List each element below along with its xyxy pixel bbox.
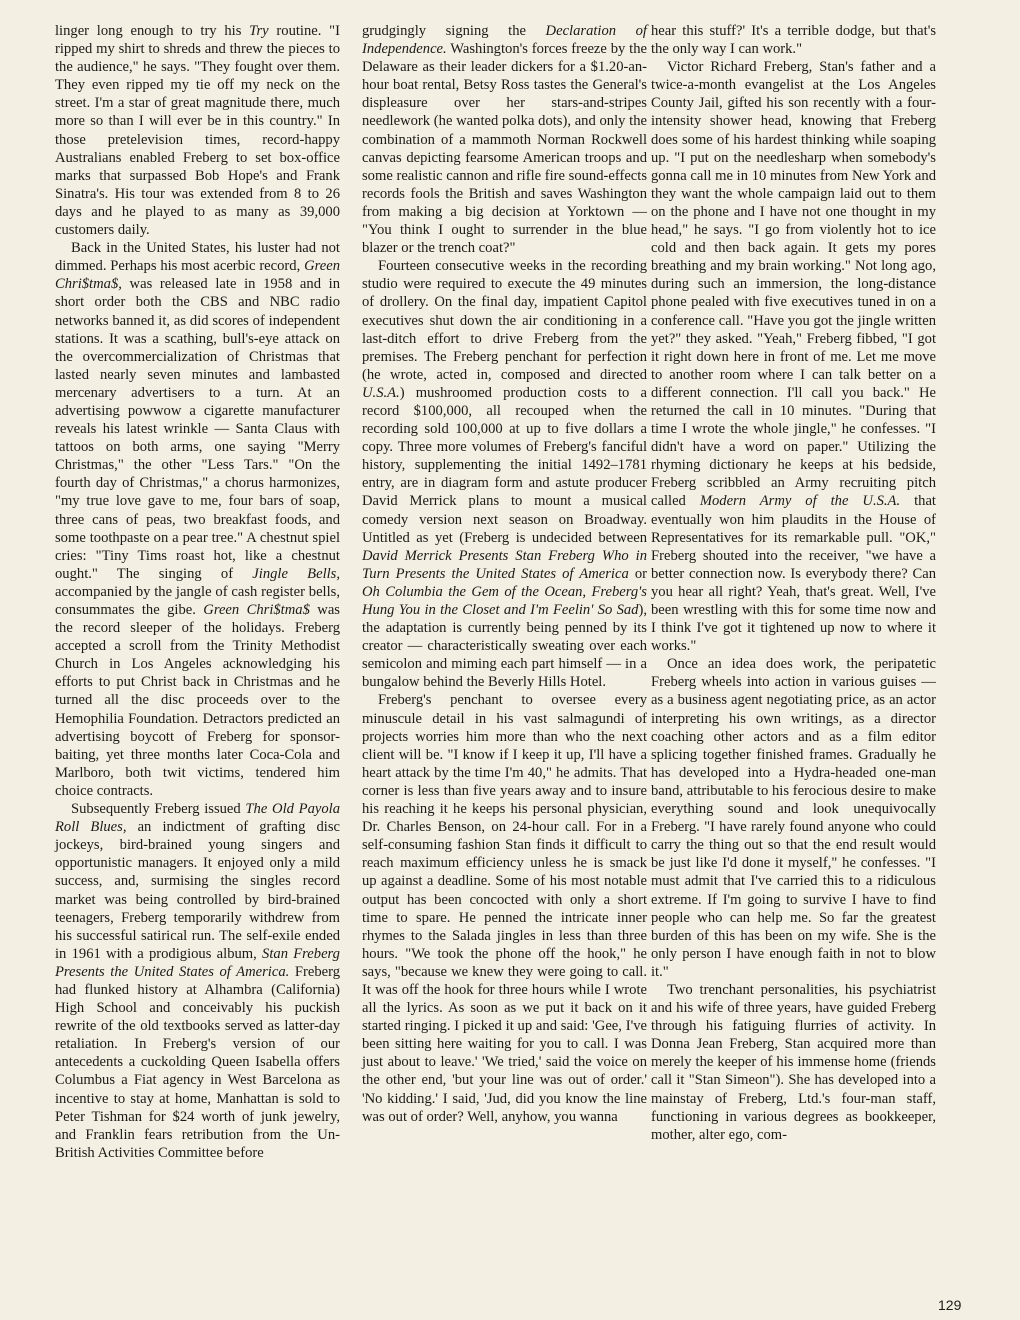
body-text: ) mushroomed production costs to a record $100,000, all recouped when the recording sold 100,000 at up to five dollars a copy. Three more volumes of Freberg's fanciful history, supplementing the initial 1492–1781 entry, are in diagram form and astute producer David Merrick plans to mount a musical comedy version next season on Broadway. Untitled as yet (Freberg is undecided between <box>362 384 647 546</box>
body-text: Subsequently Freberg issued <box>71 801 246 818</box>
body-text: hear this stuff?' It's a terrible dodge, but that's the only way I can work." <box>651 23 936 58</box>
body-text: ), the adaptation is currently being penned by its creator — characteristically sweating over each semicolon and miming each part himself — in a bungalow behind the Beverly Hills Hotel. <box>362 602 647 691</box>
body-text: routine. "I ripped my shirt to shreds and threw the pieces to the audience," he says. "They fought over them. They even ripped my tie off my neck on the street. I'm a star of great magnitude there, much more so than I will ever be in this country." In those pretelevision times, record-happy Australians enabled Freberg to set box-office marks that surpassed Bob Hope's and Frank Sinatra's. His tour was extended from 8 to 26 days and he played to as many as 39,000 customers daily. <box>55 23 340 239</box>
body-text: was the record sleeper of the holidays. Freberg accepted a scroll from the Trinity Methodist Church in Los Angeles acknowledging his efforts to put Christ back in Christmas and he turned all the disc proceeds over to the Hemophilia Foundation. Detractors predicted an advertising boycott of Freberg for sponsor-baiting, yet three months later Coca-Cola and Marlboro, both twit victims, tendered him choice contracts. <box>55 602 340 799</box>
paragraph <box>651 22 936 58</box>
text-column-2 <box>362 22 647 1126</box>
body-text: linger long enough to try his <box>55 23 250 39</box>
italic-title-text: Modern Army of the U.S.A. <box>699 493 901 510</box>
paragraph <box>651 981 936 1144</box>
paragraph <box>362 257 647 691</box>
body-text: grudgingly signing the <box>362 23 546 39</box>
body-text: Fourteen consecutive weeks in the recording studio were required to execute the 49 minutes of drollery. On the final day, impatient Capitol executives shut down the air conditioning in a last-ditch effort to drive Freberg from the premises. The Freberg penchant for perfection (he wrote, acted in, composed and directed <box>362 258 647 383</box>
italic-title-text: U.S.A. <box>362 384 400 401</box>
italic-title-text: Declaration of Independence. <box>362 23 647 58</box>
body-text: that eventually won him plaudits in the House of Representatives for its remarkable pull. "OK," Freberg shouted into the receiver, "we have a better connection now. Is everybody there? Can you hear all right? Yeah, that's great. Well, I've been wrestling with this for some time now and I think I've got it tightened up now to where it works." <box>651 493 936 655</box>
text-column-3 <box>651 22 936 1144</box>
italic-title-text: Stan Freberg Presents the United States of America. <box>55 945 340 980</box>
body-text: Once an idea does work, the peripatetic Freberg wheels into action in various guises — as a business agent negotiating price, as an actor interpreting his own writings, as a director coaching other actors and as a film editor splicing together finished frames. Gradually he has developed into a Hydra-headed one-man band, attributable to his ferocious desire to make everything sound and look unequivocally Freberg. "I have rarely found anyone who could carry the thing out so that the end result would be just like I'd done it myself," he confesses. "I must admit that I've carried this to a ridiculous extreme. If I'm going to survive I have to find people who can help me. So far the greatest burden of this has been on my wife. She is the only person I have enough faith in not to blow it." <box>651 656 936 980</box>
italic-title-text: The Old Payola Roll Blues, <box>55 801 340 836</box>
body-text: or <box>628 565 647 582</box>
body-text: Washington's forces freeze by the Delaware as their leader dickers for a $1.20-an-hour boat rental, Betsy Ross tastes the General's displeasure over her stars-and-stripes needlework (he wanted polka dots), and only the combination of a mammoth Norman Rockwell canvas depicting fearsome American troops and some realistic cannon and rifle fire sound-effects records fools the British and saves Washington from making a big decision at Yorktown — "You think I ought to surrender in the blue blazer or the trench coat?" <box>362 41 648 257</box>
italic-title-text: Jingle Bells, <box>252 565 341 582</box>
italic-title-text: Oh Columbia the Gem of the Ocean, Freberg's Hung You in the Closet and I'm Feelin' So Sad <box>362 583 647 618</box>
italic-title-text: David Merrick Presents Stan Freberg Who in Turn Presents the United States of America <box>362 547 647 582</box>
paragraph <box>55 800 340 1162</box>
paragraph <box>55 239 340 800</box>
body-text: Freberg had flunked history at Alhambra (California) High School and conceivably his puckish rewrite of the old textbooks served as latter-day retaliation. In Freberg's version of our antecedents a cuckolding Queen Isabella offers Columbus a Fiat agency in West Barcelona as incentive to stay at home, Manhattan is sold to Peter Tishman for $24 worth of junk jewelry, and Franklin fears retribution from the Un-British Activities Committee before <box>55 963 340 1161</box>
text-column-1 <box>55 22 340 1162</box>
body-text: Freberg's penchant to oversee every minuscule detail in his vast salmagundi of projects worries him more than who the next client will be. "I know if I keep it up, I'll have a heart attack by the time I'm 40," he admits. That corner is less than five years away and to insure his reaching it he keeps his personal physician, Dr. Charles Benson, on 24-hour call. For in a self-consuming fashion Stan finds it difficult to reach maximum efficiency unless he is smack up against a deadline. Some of his most notable output has been concocted with only a short time to spare. He penned the intricate inner rhymes to the Salada jingles in less than three hours. "We took the phone off the hook," he says, "because we knew they were going to call. It was off the hook for three hours while I wrote all the lyrics. As soon as we put it back on it started ringing. I picked it up and said: 'Gee, I've been sitting here waiting for you to call. I was just about to leave.' 'We tried,' said the voice on the other end, 'but your line was out of order.' 'No kidding.' I said, 'Jud, did you know the line was out of order? Well, anyhow, you wanna <box>362 692 647 1125</box>
paragraph <box>651 655 936 981</box>
body-text: was released late in 1958 and in short order both the CBS and NBC radio networks banned it, as did scores of independent stations. It was a scathing, bull's-eye attack on the overcommercialization of Christmas that lasted nearly seven minutes and lambasted mercenary advertisers to a turn. At an advertising powwow a cigarette manufacturer reveals his latest wrinkle — Santa Claus with tattoos on both arms, one saying "Merry Christmas," the other "Less Tars." "On the fourth day of Christmas," a chorus harmonizes, "my true love gave to me, four bars of soap, three cans of peas, two breakfast foods, and some toothpaste on a pear tree." A chestnut spiel cries: "Tiny Tims roast hot, like a chestnut ought." The singing of <box>55 276 340 582</box>
body-text: Back in the United States, his luster had not dimmed. Perhaps his most acerbic record, <box>55 240 340 275</box>
body-text: accompanied by the jangle of cash register bells, consummates the gibe. <box>55 583 340 618</box>
italic-title-text: Try <box>249 23 269 39</box>
body-text: an indictment of grafting disc jockeys, bird-brained young singers and opportunistic managers. It enjoyed only a mild success, and, surmising the singles record market was being controlled by bird-brained teenagers, Freberg temporarily withdrew from his successful satirical run. The self-exile ended in 1961 with a prodigious album, <box>55 819 340 962</box>
italic-title-text: Green Chri$tma$, <box>55 258 340 293</box>
italic-title-text: Green Chri$tma$ <box>203 602 310 618</box>
paragraph <box>651 58 936 655</box>
page-number: 129 <box>938 1297 962 1313</box>
body-text: Two trenchant personalities, his psychiatrist and his wife of three years, have guided Freberg through his fatiguing flurries of activity. In Donna Jean Freberg, Stan acquired more than merely the keeper of his immense home (friends call it "Stan Simeon"). She has developed into a mainstay of Freberg, Ltd.'s four-man staff, functioning in various degrees as bookkeeper, mother, alter ego, com- <box>651 981 936 1143</box>
paragraph <box>55 22 340 239</box>
paragraph <box>362 691 647 1125</box>
paragraph <box>362 22 647 257</box>
body-text: Victor Richard Freberg, Stan's father and a twice-a-month evangelist at the Los Angeles County Jail, gifted his son recently with a four-intensity shower head, knowing that Freberg does some of his hardest thinking while soaping up. "I put on the needlesharp when somebody's gonna call me in 10 minutes from New York and they want the whole campaign laid out to them on the phone and I have not one thought in my head," he says. "I go from violently hot to ice cold and then back again. It gets my pores breathing and my brain working." Not long ago, during such an immersion, the long-distance phone pealed with five executives tuned in on a conference call. "Have you got the jingle written yet?" they asked. "Yeah," Freberg fibbed, "I got it right down here in front of me. Let me move to another room where I can talk better on a different connection. I'll call you back." He returned the call in 10 minutes. "During that time I wrote the whole jingle," he confesses. "I didn't have a word on paper." Utilizing the rhyming dictionary he keeps at his bedside, Freberg scribbled an Army recruiting pitch called <box>651 59 936 510</box>
